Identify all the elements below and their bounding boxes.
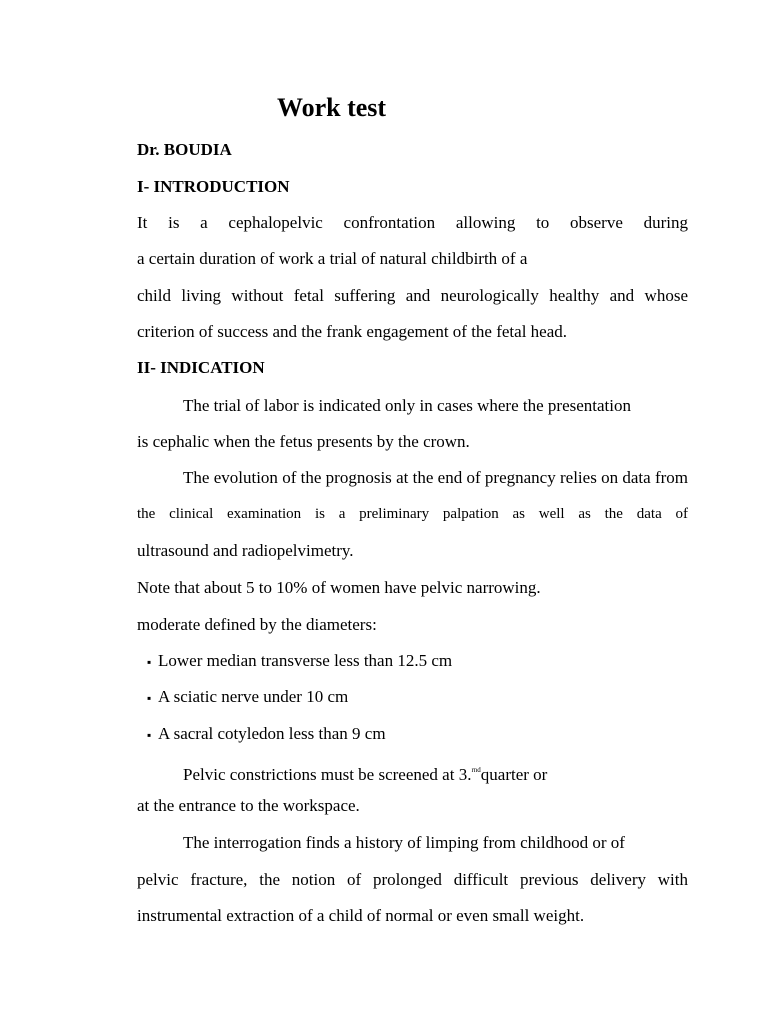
note-line: Note that about 5 to 10% of women have pelvic narrowing. xyxy=(137,578,541,597)
intro-line-3: child living without fetal suffering and neurologically healthy and whose xyxy=(137,286,688,305)
bullet-icon: ▪ xyxy=(147,728,152,742)
p3-superscript: rnd xyxy=(471,766,481,774)
bullet-text: Lower median transverse less than 12.5 cm xyxy=(158,651,453,670)
p3-text-after: quarter or xyxy=(480,765,548,784)
indication-p4-line-1: The interrogation finds a history of limping from childhood or of xyxy=(183,833,625,852)
indication-p2-line-1: The evolution of the prognosis at the end of pregnancy relies on data from xyxy=(183,468,688,487)
section-heading-indication: II- INDICATION xyxy=(137,358,265,377)
bullet-icon: ▪ xyxy=(147,655,152,669)
indication-p2-line-2: the clinical examination is a preliminary palpation as well as the data of xyxy=(137,506,688,522)
indication-p2-line-3: ultrasound and radiopelvimetry. xyxy=(137,541,354,560)
bullet-item xyxy=(147,687,348,708)
bullet-icon: ▪ xyxy=(147,691,152,705)
bullet-item xyxy=(147,724,386,745)
indication-p3-line-1 xyxy=(183,760,547,785)
indication-p1-line-2: is cephalic when the fetus presents by the crown. xyxy=(137,432,470,451)
bullet-item xyxy=(147,651,452,672)
moderate-line: moderate defined by the diameters: xyxy=(137,615,377,634)
bullet-text: A sciatic nerve under 10 cm xyxy=(158,687,349,706)
indication-p1-line-1: The trial of labor is indicated only in cases where the presentation xyxy=(183,396,631,415)
p3-text-before: Pelvic constrictions must be screened at 3. xyxy=(183,765,472,784)
intro-line-2: a certain duration of work a trial of natural childbirth of a xyxy=(137,249,528,268)
indication-p4-line-3: instrumental extraction of a child of normal or even small weight. xyxy=(137,906,585,925)
intro-line-4: criterion of success and the frank engagement of the fetal head. xyxy=(137,322,568,341)
author: Dr. BOUDIA xyxy=(137,140,232,159)
indication-p3-line-2: at the entrance to the workspace. xyxy=(137,796,360,815)
indication-p4-line-2: pelvic fracture, the notion of prolonged difficult previous delivery with xyxy=(137,870,688,889)
section-heading-introduction: I- INTRODUCTION xyxy=(137,177,290,196)
intro-line-1: It is a cephalopelvic confrontation allowing to observe during xyxy=(137,213,688,232)
document-title: Work test xyxy=(277,93,387,122)
bullet-text: A sacral cotyledon less than 9 cm xyxy=(158,724,386,743)
